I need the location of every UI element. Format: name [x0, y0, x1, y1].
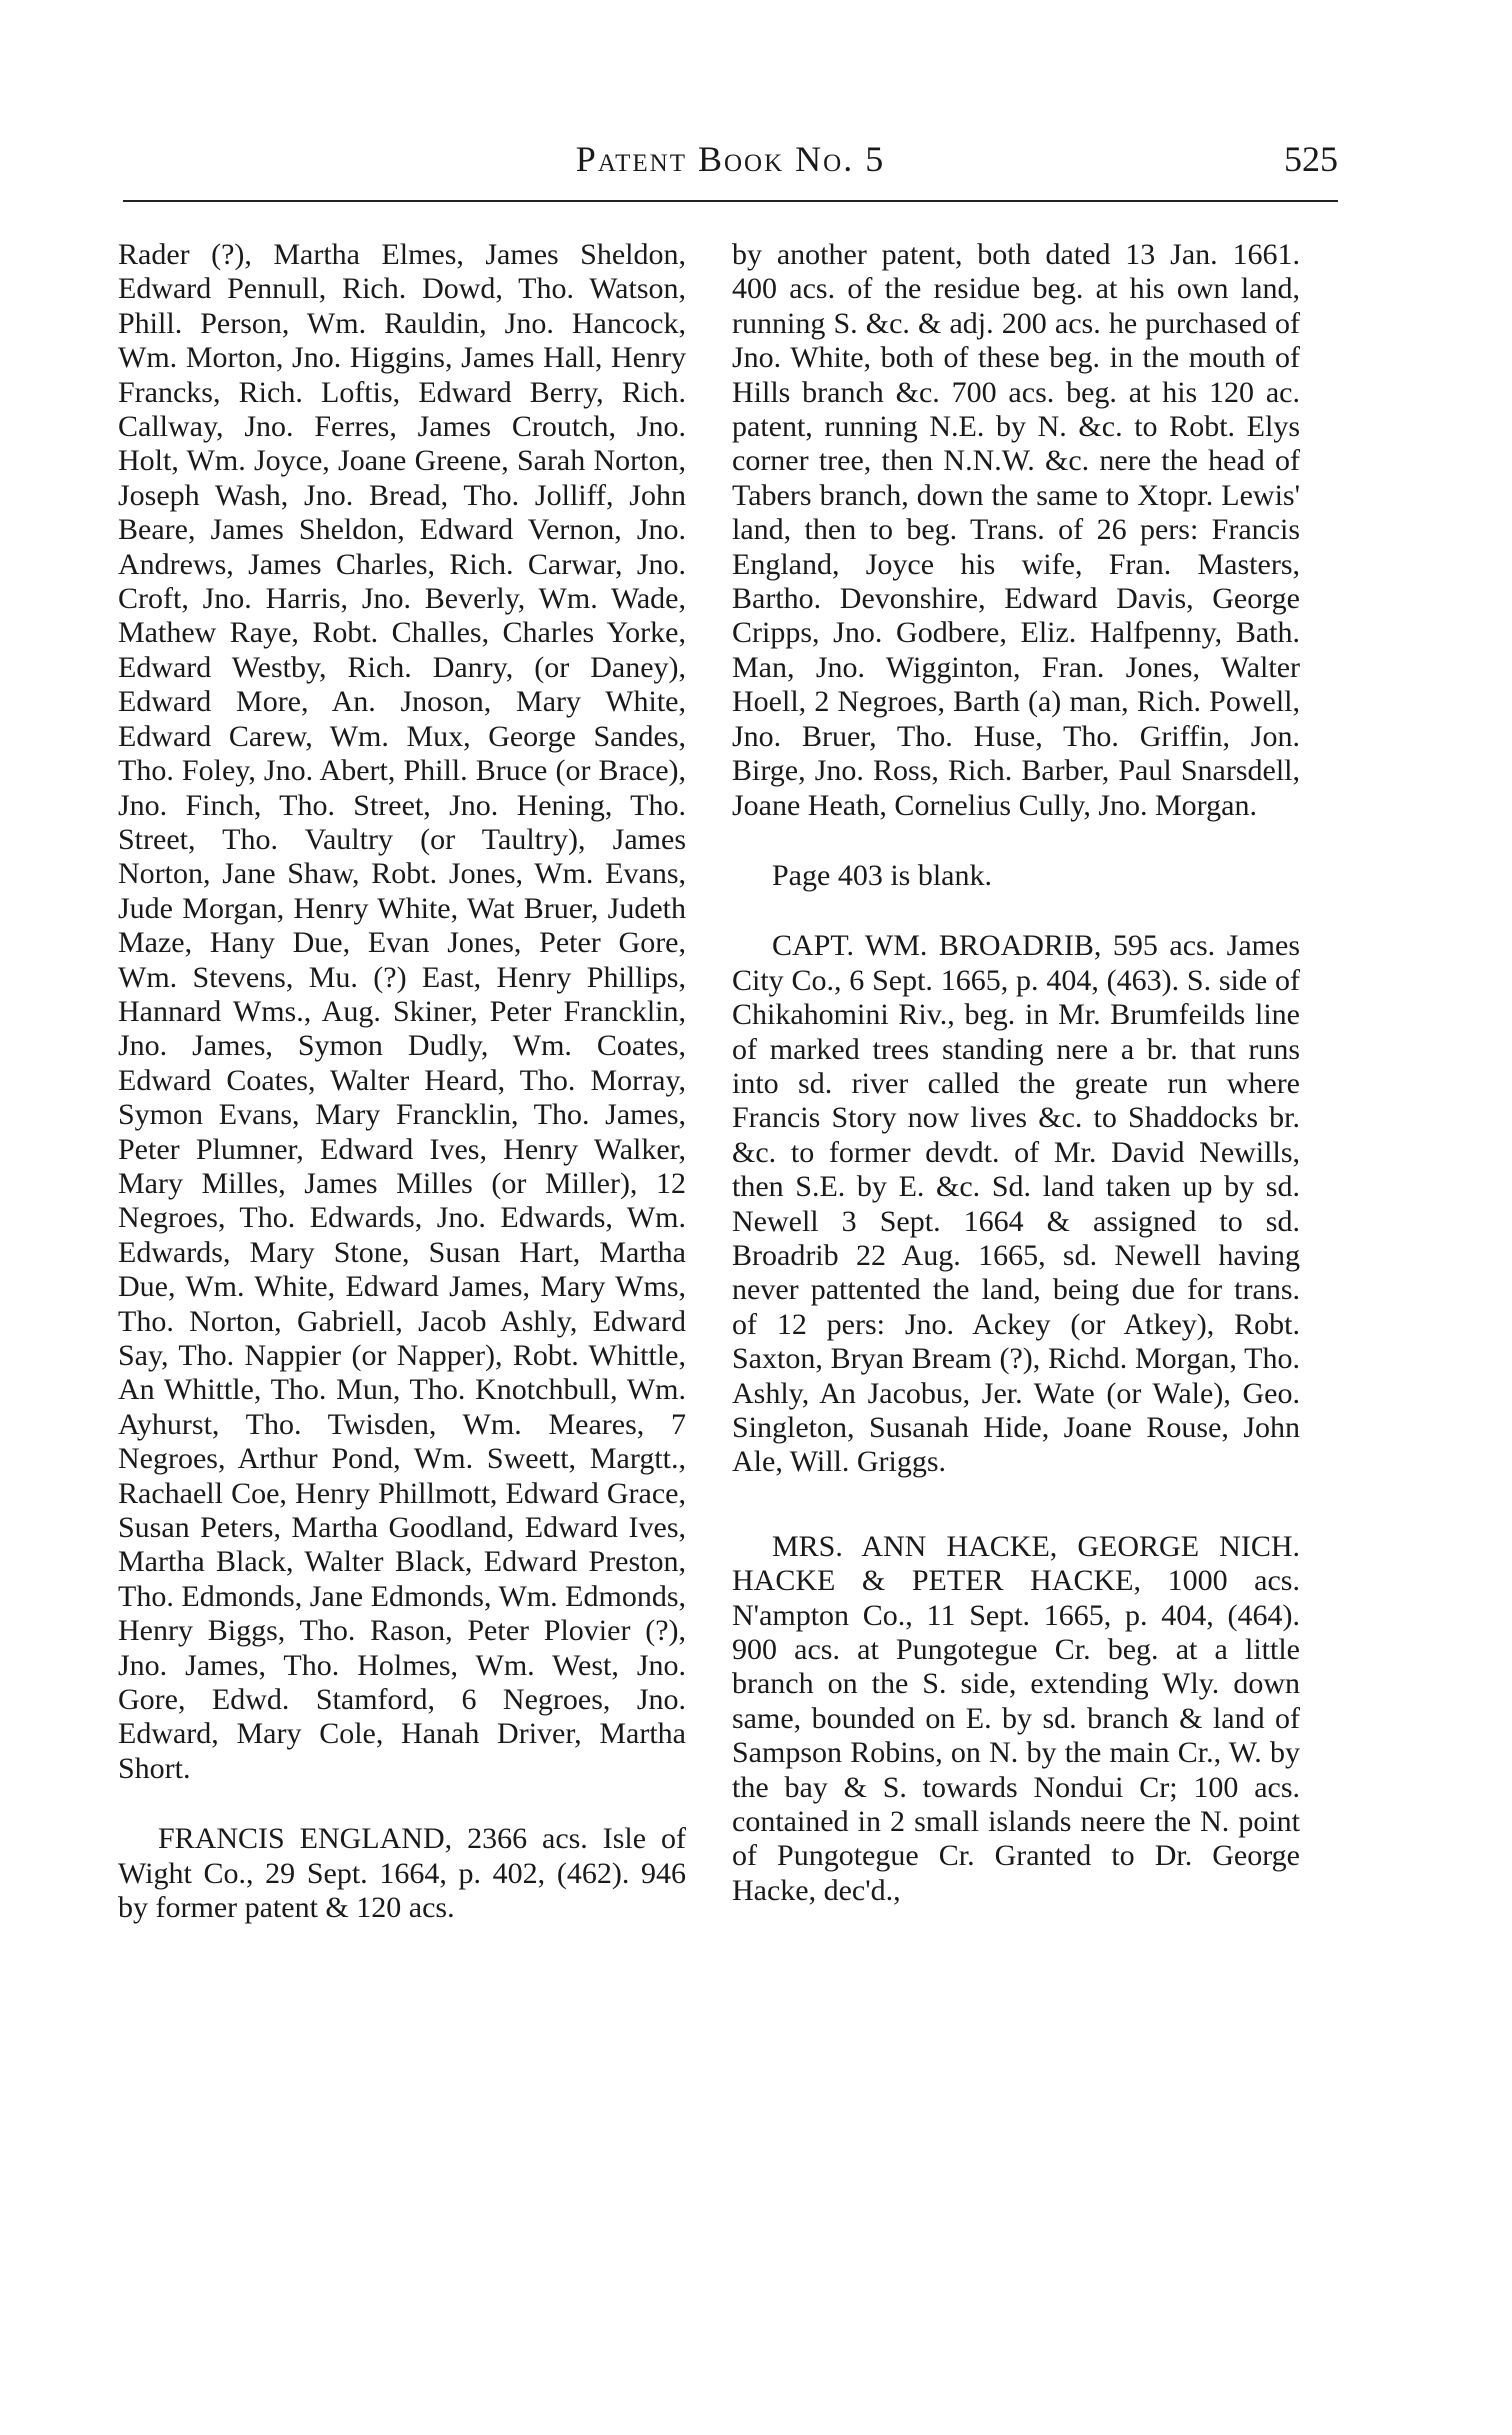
name-list-continuation: Rader (?), Martha Elmes, James Sheldon, Edward Pennull, Rich. Dowd, Tho. Watson, Phill. Person, Wm. Rauldin, Jno. Hancock, Wm. Morton, Jno. Higgins, James Hall, Henry Francks, Rich. Loftis, Edward Berry, Rich. Callway, Jno. Ferres, James Croutch, Jno. Holt, Wm. Joyce, Joane Greene, Sarah Norton, Joseph Wash, Jno. Bread, Tho. Jolliff, John Beare, James Sheldon, Edward Vernon, Jno. Andrews, James Charles, Rich. Carwar, Jno. Croft, Jno. Harris, Jno. Beverly, Wm. Wade, Mathew Raye, Robt. Challes, Charles Yorke, Edward Westby, Rich. Danry, (or Daney), Edward More, An. Jnoson, Mary White, Edward Carew, Wm. Mux, George Sandes, Tho. Foley, Jno. Abert, Phill. Bruce (or Brace), Jno. Finch, Tho. Street, Jno. Hening, Tho. Street, Tho. Vaultry (or Taultry), James Norton, Jane Shaw, Robt. Jones, Wm. Evans, Jude Morgan, Henry White, Wat Bruer, Judeth Maze, Hany Due, Evan Jones, Peter Gore, Wm. Stevens, Mu. (?) East, Henry Phillips, Hannard Wms., Aug. Skiner, Peter Francklin, Jno. James, Symon Dudly, Wm. Coates, Edward Coates, Walter Heard, Tho. Morray, Symon Evans, Mary Francklin, Tho. James, Peter Plumner, Edward Ives, Henry Walker, Mary Milles, James Milles (or Miller), 12 Negroes, Tho. Edwards, Jno. Edwards, Wm. Edwards, Mary Stone, Susan Hart, Martha Due, Wm. White, Edward James, Mary Wms, Tho. Norton, Gabriell, Jacob Ashly, Edward Say, Tho. Nappier (or Napper), Robt. Whittle, An Whittle, Tho. Mun, Tho. Knotchbull, Wm. Ayhurst, Tho. Twisden, Wm. Meares, 7 Negroes, Arthur Pond, Wm. Sweett, Margtt., Rachaell Coe, Henry Phillmott, Edward Grace, Susan Peters, Martha Goodland, Edward Ives, Martha Black, Walter Black, Edward Preston, Tho. Edmonds, Jane Edmonds, Wm. Edmonds, Henry Biggs, Tho. Rason, Peter Plovier (?), Jno. James, Tho. Holmes, Wm. West, Jno. Gore, Edwd. Stamford, 6 Negroes, Jno. Edward, Mary Cole, Hanah Driver, Martha Short. [118, 238, 686, 1785]
page-number: 525 [1284, 139, 1338, 179]
left-column [118, 238, 686, 1926]
entry-ann-hacke: MRS. ANN HACKE, GEORGE NICH. HACKE & PETER HACKE, 1000 acs. N'ampton Co., 11 Sept. 1665, p. 404, (464). 900 acs. at Pungotegue Cr. beg. at a little branch on the S. side, extending Wly. down same, bounded on E. by sd. branch & land of Sampson Robins, on N. by the main Cr., W. by the bay & S. towards Nondui Cr; 100 acs. contained in 2 small islands neere the N. point of Pungotegue Cr. Granted to Dr. George Hacke, dec'd., [732, 1529, 1300, 1907]
entry-wm-broadrib: CAPT. WM. BROADRIB, 595 acs. James City Co., 6 Sept. 1665, p. 404, (463). S. side of Chikahomini Riv., beg. in Mr. Brumfeilds line of marked trees standing nere a br. that runs into sd. river called the greate run where Francis Story now lives &c. to Shaddocks br. &c. to former devdt. of Mr. David Newills, then S.E. by E. &c. Sd. land taken up by sd. Newell 3 Sept. 1664 & assigned to sd. Broadrib 22 Aug. 1665, sd. Newell having never pattented the land, being due for trans. of 12 pers: Jno. Ackey (or Atkey), Robt. Saxton, Bryan Bream (?), Richd. Morgan, Tho. Ashly, An Jacobus, Jer. Wate (or Wale), Geo. Singleton, Susanah Hide, Joane Rouse, John Ale, Will. Griggs. [732, 929, 1300, 1479]
running-title: Patent Book No. 5 [575, 139, 886, 179]
page-header [123, 138, 1338, 188]
right-column [732, 238, 1300, 1908]
header-rule [123, 200, 1338, 202]
blank-page-note: Page 403 is blank. [772, 858, 992, 892]
entry-francis-england-continued: by another patent, both dated 13 Jan. 1661. 400 acs. of the residue beg. at his own land, running S. &c. & adj. 200 acs. he purchased of Jno. White, both of these beg. in the mouth of Hills branch &c. 700 acs. beg. at his 120 ac. patent, running N.E. by N. &c. to Robt. Elys corner tree, then N.N.W. &c. nere the head of Tabers branch, down the same to Xtopr. Lewis' land, then to beg. Trans. of 26 pers: Francis England, Joyce his wife, Fran. Masters, Bartho. Devonshire, Edward Davis, George Cripps, Jno. Godbere, Eliz. Halfpenny, Bath. Man, Jno. Wigginton, Fran. Jones, Walter Hoell, 2 Negroes, Barth (a) man, Rich. Powell, Jno. Bruer, Tho. Huse, Tho. Griffin, Jon. Birge, Jno. Ross, Rich. Barber, Paul Snarsdell, Joane Heath, Cornelius Cully, Jno. Morgan. [732, 238, 1300, 822]
entry-francis-england: FRANCIS ENGLAND, 2366 acs. Isle of Wight Co., 29 Sept. 1664, p. 402, (462). 946 by former patent & 120 acs. [118, 1822, 686, 1925]
